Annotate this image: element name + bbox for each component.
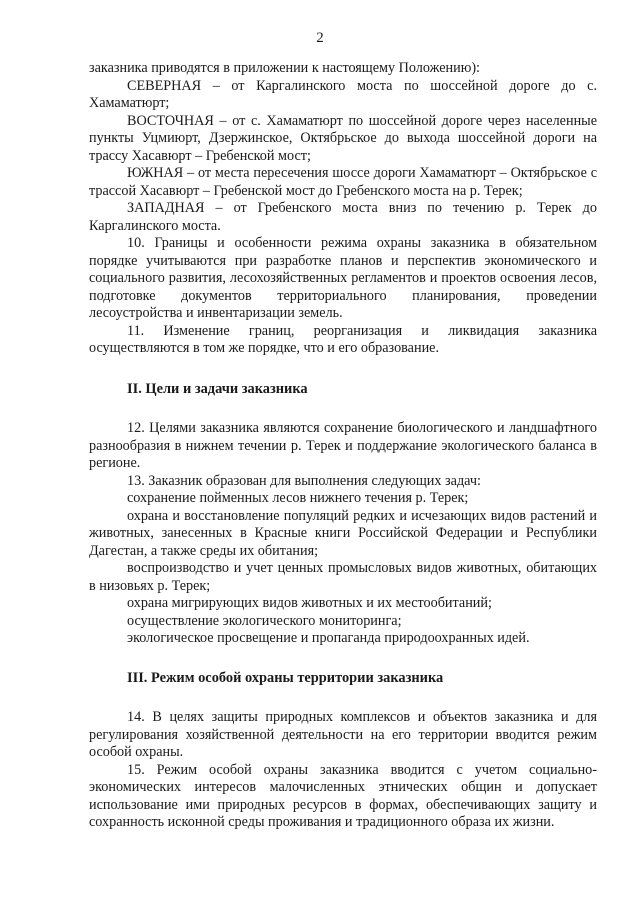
paragraph-boundary-north: СЕВЕРНАЯ – от Каргалинского моста по шоссейной дороге до с. Хамаматюрт;	[89, 77, 597, 111]
paragraph-12: 12. Целями заказника являются сохранение биологического и ландшафтного разнообразия в нижнем течении р. Терек и поддержание экологического баланса в регионе.	[89, 420, 597, 471]
paragraph-boundary-east: ВОСТОЧНАЯ – от с. Хамаматюрт по шоссейной дороге через населенные пункты Уцмиюрт, Дзержинское, Октябрьское до выхода шоссейной дороги на трассу Хасавюрт – Гребенской мост;	[89, 112, 597, 164]
task-item: сохранение пойменных лесов нижнего течения р. Терек;	[127, 490, 469, 506]
task-item: воспроизводство и учет ценных промысловых видов животных, обитающих в низовьях р. Терек;	[89, 560, 597, 594]
document-body	[89, 60, 597, 832]
page-number: 2	[316, 30, 324, 46]
paragraph-14: 14. В целях защиты природных комплексов и объектов заказника и для регулирования хозяйственной деятельности на его территории вводится режим особой охраны.	[89, 709, 597, 760]
section-3-heading: III. Режим особой охраны территории заказника	[127, 669, 444, 686]
paragraph-15: 15. Режим особой охраны заказника вводится с учетом социально-экономических интересов малочисленных этнических общин и допускает использование ими природных ресурсов в формах, обеспечивающих защиту и сохранность исконной среды проживания и традиционного образа их жизни.	[89, 761, 597, 830]
section-2-heading: II. Цели и задачи заказника	[127, 380, 308, 397]
paragraph-10: 10. Границы и особенности режима охраны заказника в обязательном порядке учитываются при разработке планов и перспектив экономического и социального развития, лесохозяйственных регламентов и проектов освоения лесов, подготовке документов территориального планирования, проведении лесоустройства и инвентаризации земель.	[89, 235, 597, 321]
paragraph-13: 13. Заказник образован для выполнения следующих задач:	[127, 472, 481, 489]
paragraph-boundary-south: ЮЖНАЯ – от места пересечения шоссе дороги Хамаматюрт – Октябрьское с трассой Хасавюрт – Гребенской мост до Гребенского моста на р. Терек;	[89, 165, 597, 199]
paragraph-intro-continuation: заказника приводятся в приложении к настоящему Положению):	[89, 60, 480, 76]
paragraph-boundary-west: ЗАПАДНАЯ – от Гребенского моста вниз по течению р. Терек до Каргалинского моста.	[89, 200, 597, 234]
task-item: осуществление экологического мониторинга;	[127, 612, 402, 629]
paragraph-11: 11. Изменение границ, реорганизация и ликвидация заказника осуществляются в том же порядке, что и его образование.	[89, 322, 597, 356]
task-item: экологическое просвещение и пропаганда природоохранных идей.	[127, 630, 530, 646]
task-item: охрана мигрирующих видов животных и их местообитаний;	[127, 595, 492, 611]
task-item: охрана и восстановление популяций редких и исчезающих видов растений и животных, занесенных в Красные книги Российской Федерации и Республики Дагестан, а также среды их обитания;	[89, 507, 597, 559]
